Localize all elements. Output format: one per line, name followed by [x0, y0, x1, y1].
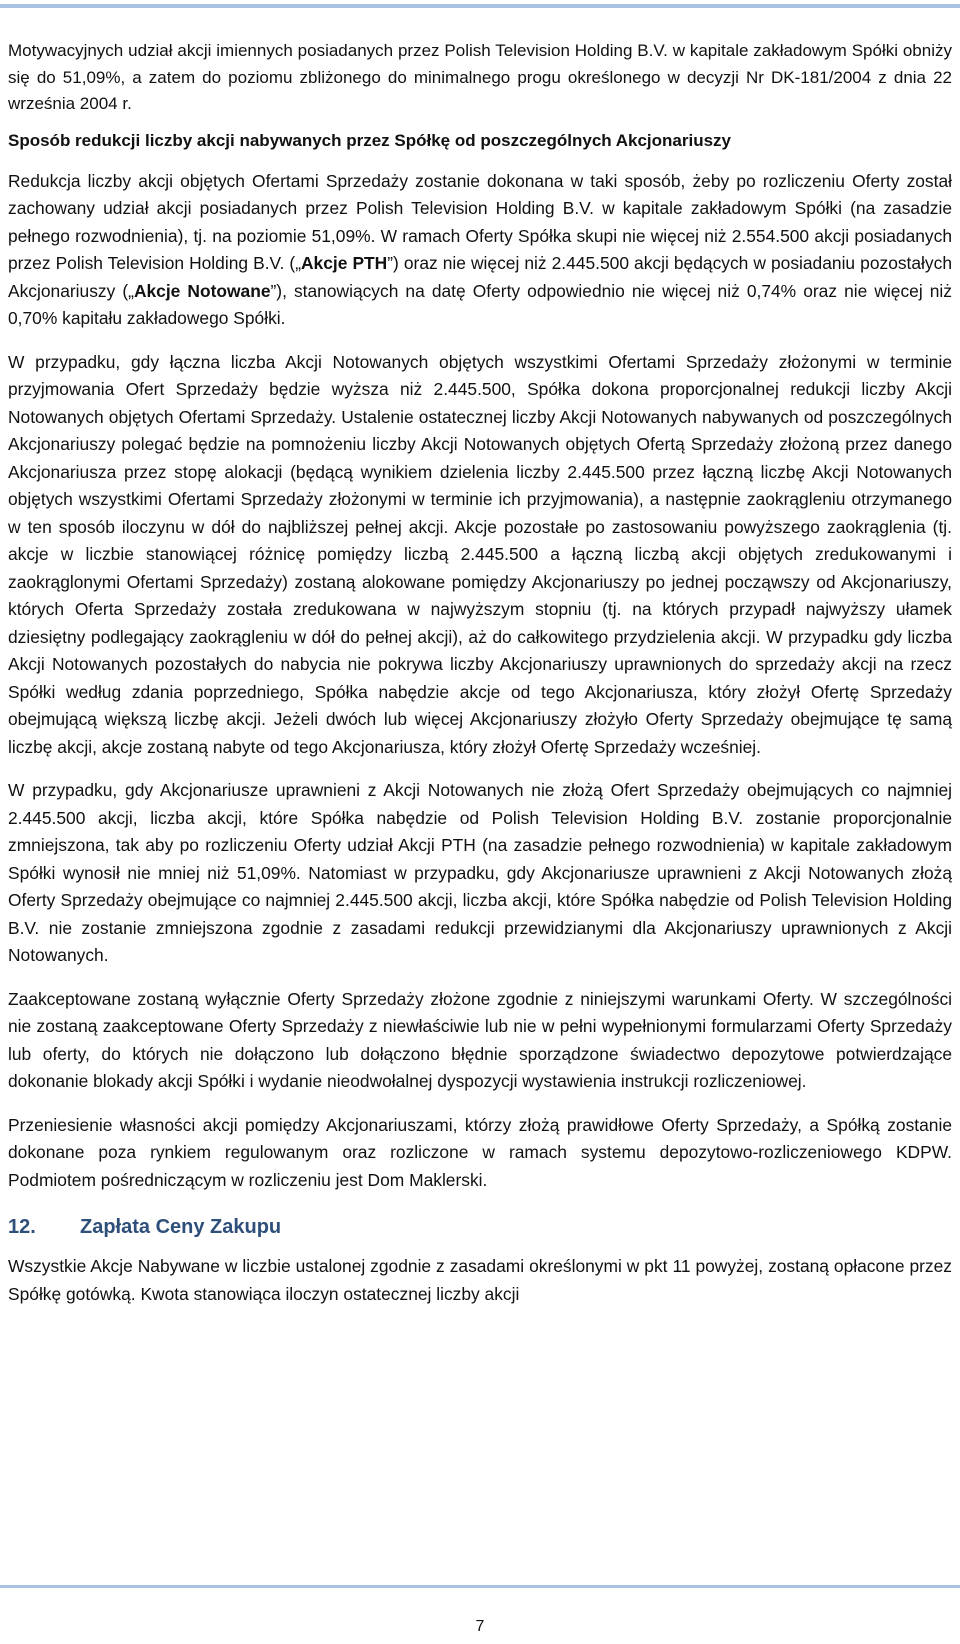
page-number: 7 — [475, 1618, 485, 1635]
section-number: 12. — [8, 1216, 36, 1238]
paragraph-reduction-text-2: ”) oraz nie więcej niż 2.445.500 akcji będących w posiadaniu pozostałych Akcjonariuszy („ — [8, 253, 952, 301]
intro-paragraph: Motywacyjnych udział akcji imiennych posiadanych przez Polish Television Holding B.V. w kapitale zakładowym Spółki obniży się do 51,09%, a zatem do poziomu zbliżonego do minimalnego progu określonego w decyzji Nr DK-181/2004 z dnia 22 września 2004 r. — [8, 41, 952, 113]
bottom-rule — [0, 1585, 960, 1588]
paragraph-transfer: Przeniesienie własności akcji pomiędzy Akcjonariuszami, którzy złożą prawidłowe Oferty Sprzedaży, a Spółką zostanie dokonane poza rynkiem regulowanym oraz rozliczone w ramach systemu depozytowo-rozliczeniowego KDPW. Podmiotem pośredniczącym w rozliczeniu jest Dom Maklerski. — [8, 1114, 952, 1190]
paragraph-reduction-text-1: Redukcja liczby akcji objętych Ofertami Sprzedaży zostanie dokonana w taki sposób, żeby po rozliczeniu Oferty został zachowany udział akcji posiadanych przez Polish Television Holding B.V. w kapitale zakładowym Spółki (na zasadzie pełnego rozwodnienia), tj. na poziomie 51,09%. W ramach Oferty Spółka skupi nie więcej niż 2.554.500 akcji posiadanych przez Polish Television Holding B.V. („ — [8, 170, 952, 273]
paragraph-reduction-text-3: ”), stanowiących na datę Oferty odpowiednio nie więcej niż 0,74% oraz nie więcej niż 0,70% kapitału zakładowego Spółki. — [8, 280, 952, 328]
paragraph-proportional: W przypadku, gdy łączna liczba Akcji Notowanych objętych wszystkimi Ofertami Sprzedaży złożonymi w terminie przyjmowania Ofert Sprzedaży będzie wyższa niż 2.445.500, Spółka dokona proporcjonalnej redukcji liczby Akcji Notowanych objętych Ofertami Sprzedaży. Ustalenie ostatecznej liczby Akcji Notowanych nabywanych od poszczególnych Akcjonariuszy polegać będzie na pomnożeniu liczby Akcji Notowanych objętych Ofertą Sprzedaży złożoną przez danego Akcjonariusza przez stopę alokacji (będącą wynikiem dzielenia liczby 2.445.500 przez łączną liczbę Akcji Notowanych objętych wszystkimi Ofertami Sprzedaży złożonymi w terminie ich przyjmowania), a następnie zaokrągleniu otrzymanego w ten sposób iloczynu w dół do najbliższej pełnej akcji. Akcje pozostałe po zastosowaniu powyższego zaokrąglenia (tj. akcje w liczbie stanowiącej różnicę pomiędzy liczbą 2.445.500 a łączną liczbą akcji objętych zredukowanymi i zaokrąglonymi Ofertami Sprzedaży) zostaną alokowane pomiędzy Akcjonariuszy po jednej począwszy od Akcjonariuszy, których Oferta Sprzedaży została zredukowana w najwyższym stopniu (tj. na których przypadł najwyższy ułamek dziesiętny podlegający zaokrągleniu w dół do pełnej akcji), aż do całkowitego przydzielenia akcji. W przypadku gdy liczba Akcji Notowanych pozostałych do nabycia nie pokrywa liczby Akcjonariuszy uprawnionych do sprzedaży akcji na rzecz Spółki według zdania poprzedniego, Spółka nabędzie akcje od tego Akcjonariusza, który złożył Ofertę Sprzedaży obejmującą większą liczbę akcji. Jeżeli dwóch lub więcej Akcjonariuszy złożyło Oferty Sprzedaży obejmujące tę samą liczbę akcji, akcje zostaną nabyte od tego Akcjonariusza, który złożył Ofertę Sprzedaży wcześniej. — [8, 351, 952, 757]
top-rule — [0, 4, 960, 8]
subheading: Sposób redukcji liczby akcji nabywanych przez Spółkę od poszczególnych Akcjonariuszy — [8, 130, 732, 150]
section-title: Zapłata Ceny Zakupu — [80, 1216, 282, 1238]
section-heading — [8, 1216, 952, 1239]
paragraph-payment: Wszystkie Akcje Nabywane w liczbie ustalonej zgodnie z zasadami określonymi w pkt 11 powyżej, zostaną opłacone przez Spółkę gotówką. Kwota stanowiąca iloczyn ostatecznej liczby akcji — [8, 1256, 952, 1304]
paragraph-insufficient: W przypadku, gdy Akcjonariusze uprawnieni z Akcji Notowanych nie złożą Ofert Sprzedaży obejmujących co najmniej 2.445.500 akcji, liczba akcji, które Spółka nabędzie od Polish Television Holding B.V. zostanie proporcjonalnie zmniejszona, tak aby po rozliczeniu Oferty udział Akcji PTH (na zasadzie pełnego rozwodnienia) w kapitale zakładowym Spółki wynosił nie mniej niż 51,09%. Natomiast w przypadku, gdy Akcjonariusze uprawnieni z Akcji Notowanych złożą Oferty Sprzedaży obejmujące co najmniej 2.445.500 akcji, liczba akcji, które Spółka nabędzie od Polish Television Holding B.V. nie zostanie zmniejszona zgodnie z zasadami redukcji przewidzianymi dla Akcjonariuszy uprawnionych z Akcji Notowanych. — [8, 780, 952, 965]
term-akcje-pth: Akcje PTH — [301, 253, 388, 273]
document-body — [8, 38, 952, 1308]
paragraph-acceptance: Zaakceptowane zostaną wyłącznie Oferty Sprzedaży złożone zgodnie z niniejszymi warunkami Oferty. W szczególności nie zostaną zaakceptowane Oferty Sprzedaży z niewłaściwie lub nie w pełni wypełnionymi formularzami Oferty Sprzedaży lub oferty, do których nie dołączono lub dołączono błędnie sporządzone świadectwo depozytowe potwierdzające dokonanie blokady akcji Spółki i wydanie nieodwołalnej dyspozycji wystawienia instrukcji rozliczeniowej. — [8, 988, 952, 1091]
term-akcje-notowane: Akcje Notowane — [133, 280, 271, 301]
paragraph-reduction — [8, 168, 952, 333]
